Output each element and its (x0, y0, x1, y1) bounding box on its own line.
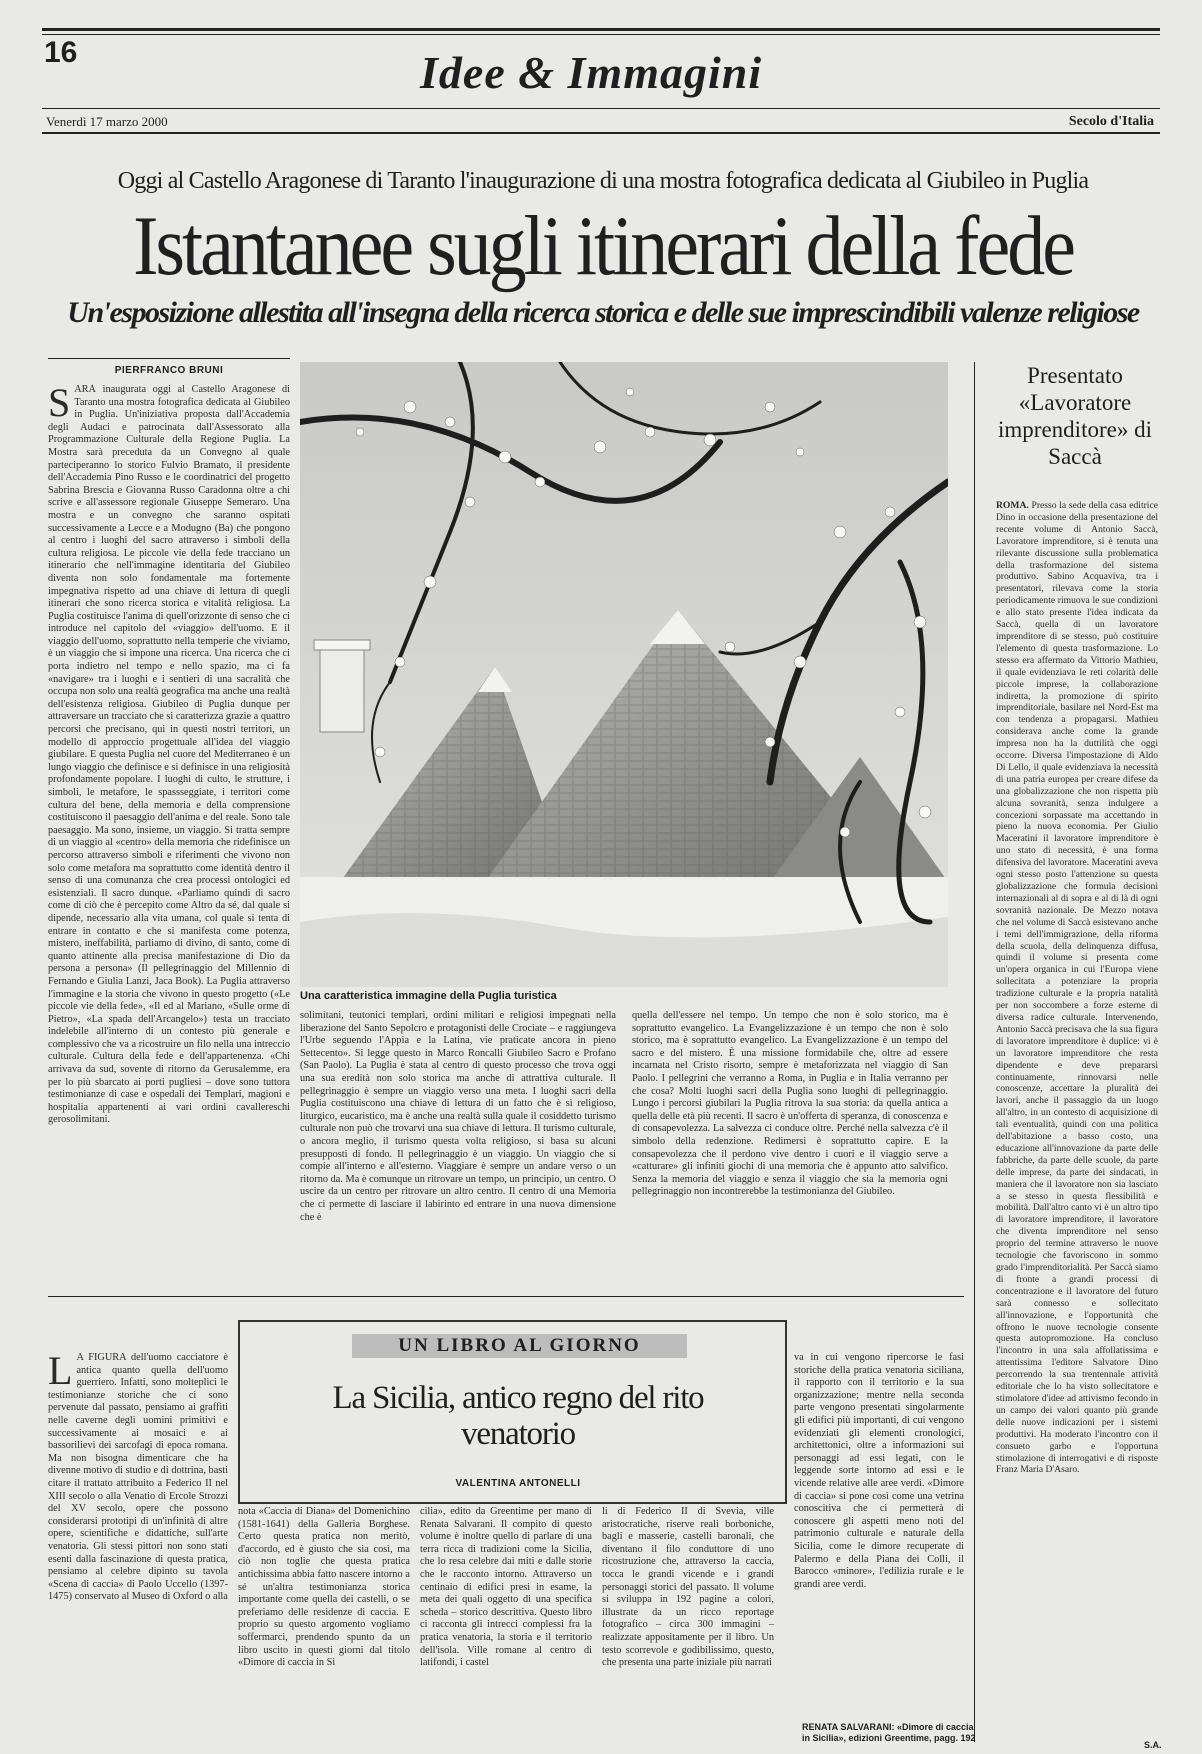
trulli-photo (300, 362, 948, 987)
sidebar-dateline: ROMA. (996, 500, 1029, 511)
newspaper-name: Secolo d'Italia (1068, 114, 1154, 129)
book-column-4 (602, 1506, 774, 1742)
book-column-1 (48, 1352, 228, 1742)
article-column-3 (632, 1010, 948, 1285)
sidebar-text: Presso la sede della casa editrice Dino in occasione della presentazione del recente volume di Antonio Saccà, Lavoratore imprenditore, si è tenuta una rilevante discussione sulla problematica della trasformazione del sistema produttivo. Sabino Acquaviva, tra i presentatori, rilevava come la storia periodicamente rimuova le sue condizioni e allo stato presente l'idea indicata da Saccà, quella di un lavoratore imprenditore di se stesso, può costituire l'elemento di questa trasformazione. Lo stesso era affermato da Vittorio Mathieu, il quale evidenziava le reti colarità delle piccole imprese, la collaborazione indiretta, la promozione di spirito imprenditoriale, basilare nel Nord-Est ma con tendenza a propagarsi. Mathieu considerava anche come la grande impresa non ha la duttilità che oggi occorre. Diversa l'impostazione di Aldo Di Lello, il quale evidenziava la necessità di una patria europea per creare difese da una globalizzazione che non rispetta più alcuna sovranità, senza indulgere a concezioni sorpassate ma accettando in pieno la nuova economia. Per Giulio Maceratini il lavoratore imprenditore è uno stato di necessità, è una forma difensiva del lavoratore. Maceratini aveva ogni stesso posto l'attenzione su questa globalizzazione che formula decisioni internazionali al di sopra e al di là di ogni sovranità nazionale. De Mezzo notava che nel volume di Saccà esistevano anche i temi dell'immigrazione, della riforma della scuola, della delinquenza diffusa, quindi il volume si presenta come un'opera organica in cui l'Europa viene sollecitata a potenziare la propria tradizione culturale e la propria natalità per non soccombere a forze esterne di diversa radice culturale. Intervenendo, Antonio Saccà precisava che la sua figura di lavoratore imprenditore è duplice: vi è un lavoratore imprenditore che resta dipendente e deve prepararsi continuamente, rinnovarsi nelle conoscenze, accettare la pluralità dei lavori, anche il passaggio da un luogo all'altro, in un contesto di acquisizione di tali eventualità, quindi con una politica dell'abitazione a basso costo, una educazione all'innovazione da parte delle fabbriche, da parte delle scuole, da parte delle imprese, da parte dei sindacati, in maniera che il lavoratore non sia lasciato a se stesso in questa flessibilità e mobilità. Dall'altro canto vi è un altro tipo di lavoratore imprenditore, il lavoratore che diventa imprenditore nel senso proprio del termine attraverso le nuove tecnologie che favoriscono in sommo grado l'imprenditorialità. Per Saccà siamo di fronte a grandi processi di concentrazione e il lavoratore del futuro sarà connesso e sollecitato all'innovazione, e l'opportunità che offrono le nuove tecnologie consente questa autopromozione. Ha concluso l'incontro in una sala affollatissima e attentissima l'editore Salvatore Dino percorrendo la sua trentennale attività editoriale che lo ha visto sollecitatore e stimolatore d'idee ad attivismo fecondo in un campo dei valori quanto più grande delle nuove indicazioni per i sistemi produttivi. Ha moderato l'incontro con il consueto garbo e l'opportuna stimolazione di interrogativi e di risposte Franz Maria D'Asaro. (996, 500, 1158, 1476)
article-column-1 (48, 384, 290, 1284)
book-column-1-text: A FIGURA dell'uomo cacciatore è antica quanto quella dell'uomo guerriero. Infatti, sono molteplici le testimonianze storiche che ci sono pervenute dal passato, pensiamo ai graffiti nelle caverne degli uomini primitivi e successivamente ai mosaici e ai bassorilievi dei sarcofagi di epoca romana. Ma non bisogna dimenticare che ha divenne motivo di studio e di dottrina, basti citare il trattato attribuito a Federico II nel XIII secolo o alla Venatio di Ercole Strozzi del XV secolo, opere che possono considerarsi prototipi di un'infinità di altre opere, scientifiche e didattiche, sull'arte venatoria. Gli stessi pittori non sono stati esenti dalla fascinazione di questa pratica, pensiamo al celebre dipinto su tavola «Scena di caccia» di Paolo Uccello (1397-1475) conservato al Museo di Oxford o alla (48, 1352, 228, 1603)
sidebar-headline: Presentato «Lavoratore imprenditore» di Saccà (998, 363, 1152, 469)
book-column-2-text: nota «Caccia di Diana» del Domenichino (1581-1641) della Galleria Borghese. Certo questa pratica non meritò, d'accordo, ed è giusto che sia così, ma ciò non toglie che questa pratica antichissima abbia fatto nascere intorno a sé un'altra testimonianza storica importante come quella dei castelli, o se preferiamo delle residenze di caccia. E proprio su questo argomento vogliamo soffermarci, prendendo spunto da un libro uscito in questi giorni dal titolo «Dimore di caccia in Si (238, 1506, 410, 1669)
book-column-5-text: va in cui vengono ripercorse le fasi storiche della pratica venatoria siciliana, il rapporto con il territorio e la sua organizzazione; mentre nella seconda parte vengono presentati singolarmente gli edifici più importanti, di cui vengono evidenziati gli elementi cronologici, architettonici, oltre a informazioni sui personaggi ad essi legati, con le leggende sorte intorno ad essi e le vicende relative alle aree verdi. «Dimore di caccia» si pone così come una vetrina conoscitiva che ci permetterà di conoscere gli aspetti meno noti del patrimonio culturale e naturale della Sicilia, come le dimore recuperate di Palermo e della Piana dei Colli, il Barocco «minore», l'edilizia rurale e le grandi aree verdi. (794, 1352, 964, 1590)
article-column-2 (300, 1010, 616, 1285)
book-column-3 (420, 1506, 592, 1742)
book-column-5 (794, 1352, 964, 1712)
article-column-2-text: solimitani, teutonici templari, ordini militari e religiosi impegnati nella liberazione del Santo Sepolcro e protagonisti delle Crociate – e raggiungeva l'Urbe seguendo l'Appia e la Latina, vie praticate ancora in pieno Settecento». Si legge questo in Marco Roncalli Giubileo Sacro e Profano (San Paolo). La Puglia è stata al centro di questo processo che trova oggi una sua eredità non solo storica ma anche di attrattiva culturale. Il pellegrinaggio è sempre un viaggio verso una meta. I luoghi sacri della Puglia costituiscono una chiave di lettura di un fatto che è sì religioso, liturgico, eucaristico, ma è anche una realtà sulla quale il cosiddetto turismo culturale non può che trovarvi una sua chiave di lettura. Il turismo culturale, o ancora meglio, il turismo questa volta religioso, si basa su alcuni presupposti di fondo. Il pellegrinaggio è un viaggio. Un viaggio che si compie all'interno e all'esterno. Viaggiare è sempre un andare verso o un ritorno da. Ma è comunque un ritrovare un tempo, un principio, un centro. O uscire da un centro per ritrovare un altro centro. Il centro di una Memoria che ci permette di lasciare il labirinto ed entrare in una nuova dimensione che è (300, 1010, 616, 1223)
trulli-photo-illustration (300, 362, 948, 987)
article-deck: Un'esposizione allestita all'insegna della ricerca storica e delle sue imprescindibili valenze religiose (67, 296, 1139, 329)
book-credit: RENATA SALVARANI: «Dimore di caccia in Sicilia», edizioni Greentime, pagg. 192 (802, 1722, 976, 1743)
photo-caption: Una caratteristica immagine della Puglia turistica (300, 990, 557, 1002)
book-review-title: La Sicilia, antico regno del rito venatorio (332, 1380, 704, 1452)
section-title: Idee & Immagini (420, 47, 763, 98)
book-column-3-text: cilia», edito da Greentime per mano di Renata Salvarani. Il compito di questo volume è inoltre quello di parlare di una terra ricca di tradizioni come la Sicilia, che lo resa celebre dai miti e dalle storie che le racconto intorno. Attraverso un centinaio di edifici presi in esame, la meta dei quali oggetto di una specifica scheda – storico descrittiva. Questo libro ci racconta gli intrecci complessi fra la pratica venatoria, la storia e il territorio dell'isola. Ville romane al centro di latifondi, i castel (420, 1506, 592, 1669)
book-drop-cap: L (48, 1352, 73, 1393)
book-column-2 (238, 1506, 410, 1742)
article-kicker: Oggi al Castello Aragonese di Taranto l'inaugurazione di una mostra fotografica dedicata al Giubileo in Puglia (117, 168, 1089, 194)
book-review-byline: VALENTINA ANTONELLI (455, 1478, 581, 1489)
article-column-3-text: quella dell'essere nel tempo. Un tempo che non è solo storico, ma è soprattutto evangelico. La Evangelizzazione è un tempo che non è solo storico, ma è soprattutto evangelico. La Evangelizzazione è un tempo del sacro e del mistero. È una missione formidabile che, oltre ad essere incarnata nel Cristo risorto, sempre è metaforizzata nel viaggio di San Paolo. I pellegrini che verranno a Roma, in Puglia e in Italia verranno per che cosa? Molti luoghi sacri della Puglia sono luoghi di pellegrinaggio. Lungo i percorsi giubilari la Puglia ritrova la sua storia: da quella antica a quella delle età più recenti. Il sacro è un'offerta di speranza, di conoscenza e di consapevolezza. La salvezza ci conduce oltre. Perché nella salvezza c'è il simbolo della redenzione. Redimersi è soprattutto capire. E la consapevolezza che il perdono vive dentro i cuori e il viaggio serve a «catturare» gli infiniti giochi di una memoria che è appunto atto salvifico. Senza la memoria del viaggio e senza il viaggio che sia la memoria ogni pellegrinaggio non incontrerebbe la testimonianza del Giubileo. (632, 1010, 948, 1198)
sidebar-column (996, 500, 1158, 1738)
drop-cap: S (48, 384, 71, 425)
book-column-4-text: li di Federico II di Svevia, ville aristocratiche, riserve reali borboniche, bagli e masserie, castelli baronali, che diventano il filo conduttore di uno ricostruzione che, attraverso la caccia, tocca le grandi vicende e i grandi personaggi storici del passato. Il volume si sviluppa in 192 pagine a colori, illustrate da un ricco reportage fotografico – circa 300 immagini – realizzate appositamente per il libro. Un testo scorrevole e godibilissimo, questo, che presenta una parte iniziale più narrati (602, 1506, 774, 1669)
article-headline: Istantanee sugli itinerari della fede (133, 199, 1073, 294)
sidebar-initials: S.A. (1144, 1740, 1162, 1750)
article-column-1-text: ARÀ inaugurata oggi al Castello Aragonese di Taranto una mostra fotografica dedicata al Giubileo in Puglia. Un'iniziativa proposta dall'Accademia degli Audaci e patrocinata dall'Assessorato alla Programmazione Culturale della Regione Puglia. La Mostra sarà preceduta da un Convegno al quale parteciperanno lo storico Fulvio Bramato, il presidente dell'Accademia Pino Russo e le coordinatrici del progetto Sabrina Brescia e Giovanna Russo Caradonna oltre a chi scrive e all'assessore regionale Giuseppe Semeraro. Una mostra e un convegno che saranno ospitati successivamente a Lecce e a Modugno (Ba) che pongono al centro i luoghi del sacro attraverso i simboli della cultura religiosa. Le piccole vie della fede tracciano un itinerario che nell'immagine identitaria del Giubileo diventa non solo fondamentale ma fortemente impegnativa rispetto ad una chiave di lettura di quegli itinerari che sono ricerca storica e vitalità religiosa. La Puglia costituisce l'anima di quell'orizzonte di senso che ci introduce nel capitolo del «viaggio» dell'uomo. E il viaggio dell'uomo, soprattutto nella temperie che viviamo, è un viaggio che si impone una ricerca. Una ricerca che ci porta indietro nel tempo e nello spazio, ma ci fa «navigare» tra i luoghi e i sentieri di una sacralità che occupa non solo una realtà geografica ma anche una realtà dell'esistenza religiosa. Giubileo di Puglia dunque per attraversare un tracciato che si caratterizza grazie a quattro percorsi che precisano, qui in questi nostri territori, un modello di approccio progettuale all'idea del viaggio giubilare. E questa Puglia nel cuore del Mediterraneo è un lungo viaggio che definisce e si definisce in una religiosità profondamente popolare. I luoghi di culto, le strutture, i simboli, le metafore, le spassseggiate, i territori come cultura del bene, della memoria e della comprensione costituiscono il paesaggio dell'anima e del reale. Sono tale paesaggio. Ma sono, insieme, un viaggio. Si tratta sempre di un viaggio al «centro» della memoria che ridefinisce un percorso attraverso simboli e riferimenti che vivono non solo come metafora ma soprattutto come identità dentro il senso di una comunanza che crea processi ontologici ed esistenziali. Il sacro dunque. «Parliamo quindi di sacro come di ciò che è percepito come Altro da sé, dal quale si dipende, necessario alla vita umana, col quale si tenta di entrare in contatto e che si manifesta come potenza, mistero, ineffabilità, parliamo di divino, di santo, come di quanto attinente alla precisa manifestazione di Dio da persona a persona» (Il pellegrinaggio del Millennio di Fernando e Giulia Lanzi, Jaca Book). La Puglia attraverso l'immagine e la storia che vivono in questo progetto («Le piccole vie della fede», «Il ed al Mariano, «Sulle orme di Pietro», «La spada dell'Arcangelo») testa un tracciato indelebile all'interno di un contesto più generale e complessivo che va a ricostruire un filo nella una intreccio culturale. Cultura della fede e dell'appartenenza. «Chi arrivava da sud, sovente di ritorno da Gerusalemme, era per lo più sbarcato ai porti pugliesi – dove sono tuttora testimonianze di case e ospedali dei Templari, magioni e hospitalia appartenenti ai vari ordini cavallereschi gerosolimitani. (48, 384, 290, 1126)
page-number: 16 (44, 36, 78, 69)
issue-date: Venerdì 17 marzo 2000 (46, 114, 168, 129)
book-feature-label: UN LIBRO AL GIORNO (352, 1334, 687, 1358)
article-byline: PIERFRANCO BRUNI (114, 365, 224, 376)
